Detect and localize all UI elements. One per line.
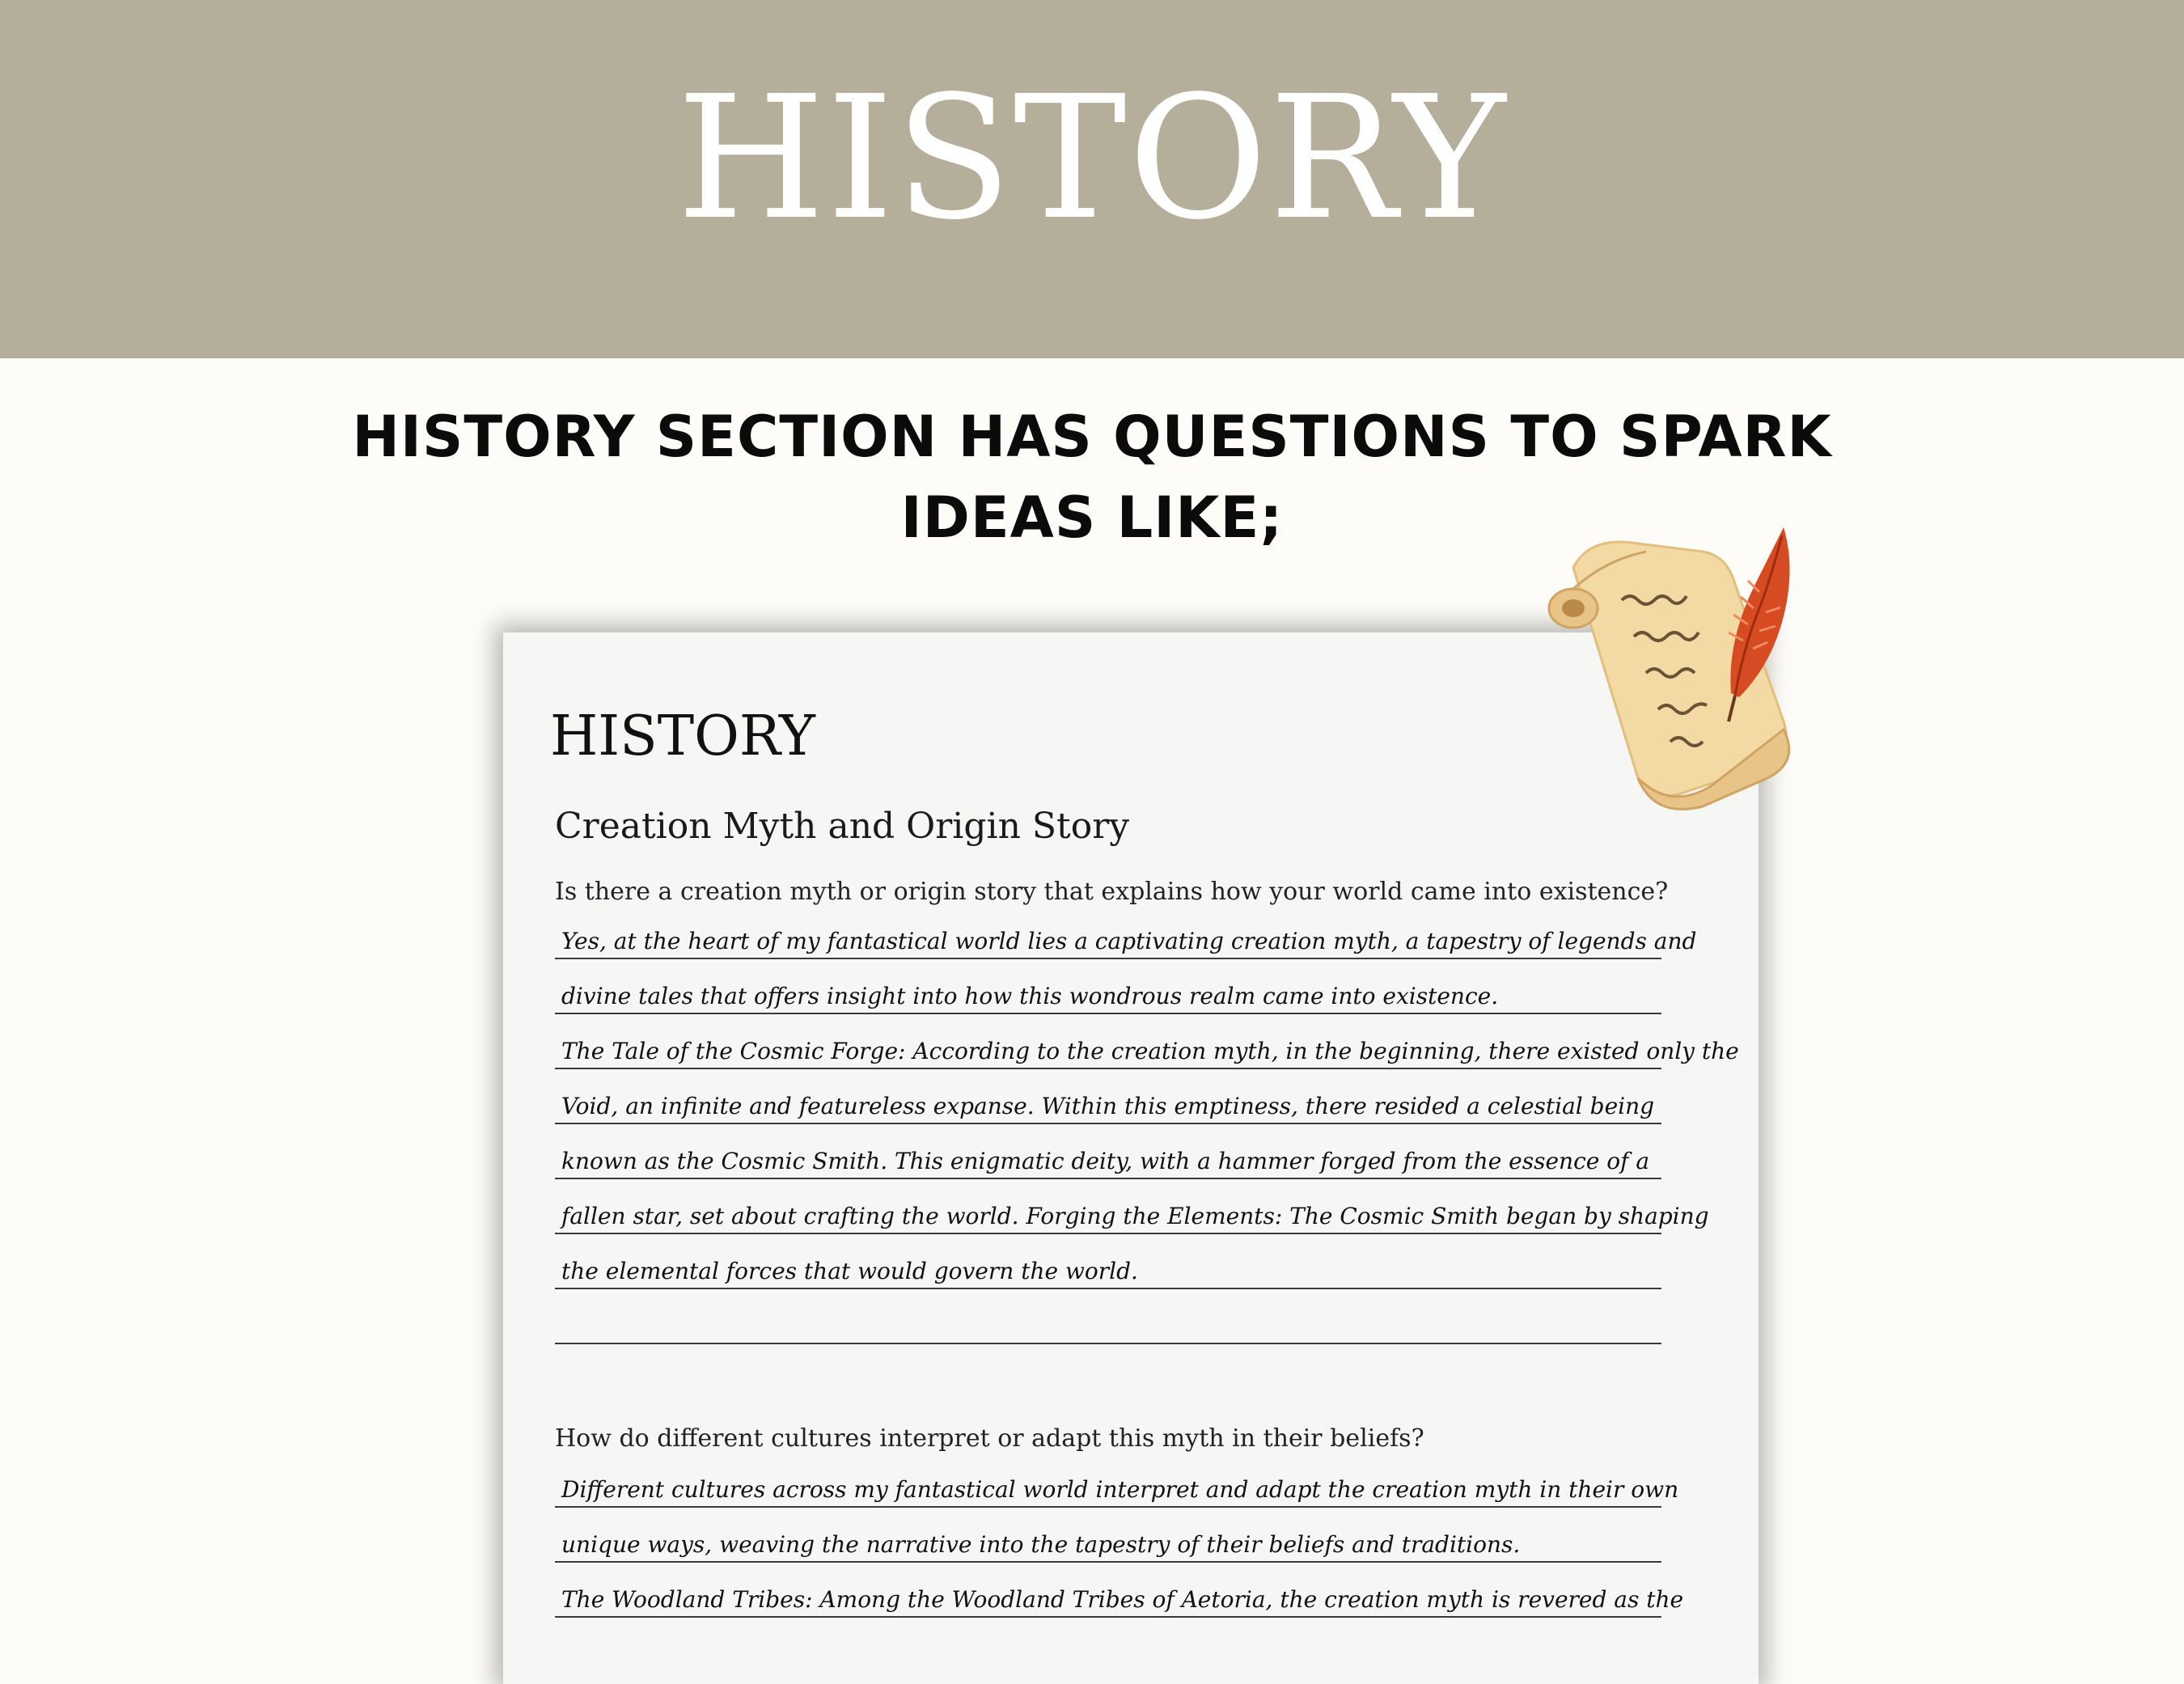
answer-text: the elemental forces that would govern the world. [561, 1258, 1138, 1284]
answer-line [555, 1069, 1661, 1124]
question-1: Is there a creation myth or origin story that explains how your world came into existence? [555, 878, 1669, 906]
banner-title: HISTORY [676, 59, 1508, 257]
answer-text: divine tales that offers insight into how this wondrous realm came into existence. [561, 983, 1499, 1009]
answer-line [555, 1508, 1661, 1563]
answer-line [555, 1014, 1739, 1069]
answer-text: Void, an infinite and featureless expanse. Within this emptiness, there resided a celestial being [561, 1093, 1655, 1119]
answer-text: The Tale of the Cosmic Forge: According to the creation myth, in the beginning, there existed only the [561, 1038, 1739, 1064]
answer-line [555, 1289, 1661, 1344]
answer-text: unique ways, weaving the narrative into the tapestry of their beliefs and traditions. [561, 1531, 1521, 1558]
header-banner [0, 0, 2184, 358]
question-2: How do different cultures interpret or adapt this myth in their beliefs? [555, 1424, 1424, 1453]
answer-text: The Woodland Tribes: Among the Woodland Tribes of Aetoria, the creation myth is revered as the [561, 1586, 1684, 1613]
answer-line [555, 1563, 1684, 1618]
answer-text: known as the Cosmic Smith. This enigmatic deity, with a hammer forged from the essence of a [561, 1148, 1650, 1174]
answer-text: Different cultures across my fantastical world interpret and adapt the creation myth in their own [561, 1476, 1679, 1503]
section-title: Creation Myth and Origin Story [555, 806, 1130, 847]
answer-line [555, 1234, 1661, 1289]
answer-line [555, 1453, 1679, 1508]
answer-line [555, 959, 1661, 1014]
scroll-and-quill-icon [1541, 519, 1808, 810]
sheet-title: HISTORY [550, 704, 815, 768]
answer-text: Yes, at the heart of my fantastical world lies a captivating creation myth, a tapestry of legends and [561, 928, 1697, 954]
answer-line [555, 904, 1697, 959]
answer-line [555, 1124, 1661, 1179]
subtitle: HISTORY SECTION HAS QUESTIONS TO SPARK IDEAS LIKE; [352, 404, 1832, 551]
answer-text: fallen star, set about crafting the world. Forging the Elements: The Cosmic Smith began by shaping [561, 1203, 1709, 1229]
answer-line [555, 1179, 1709, 1234]
